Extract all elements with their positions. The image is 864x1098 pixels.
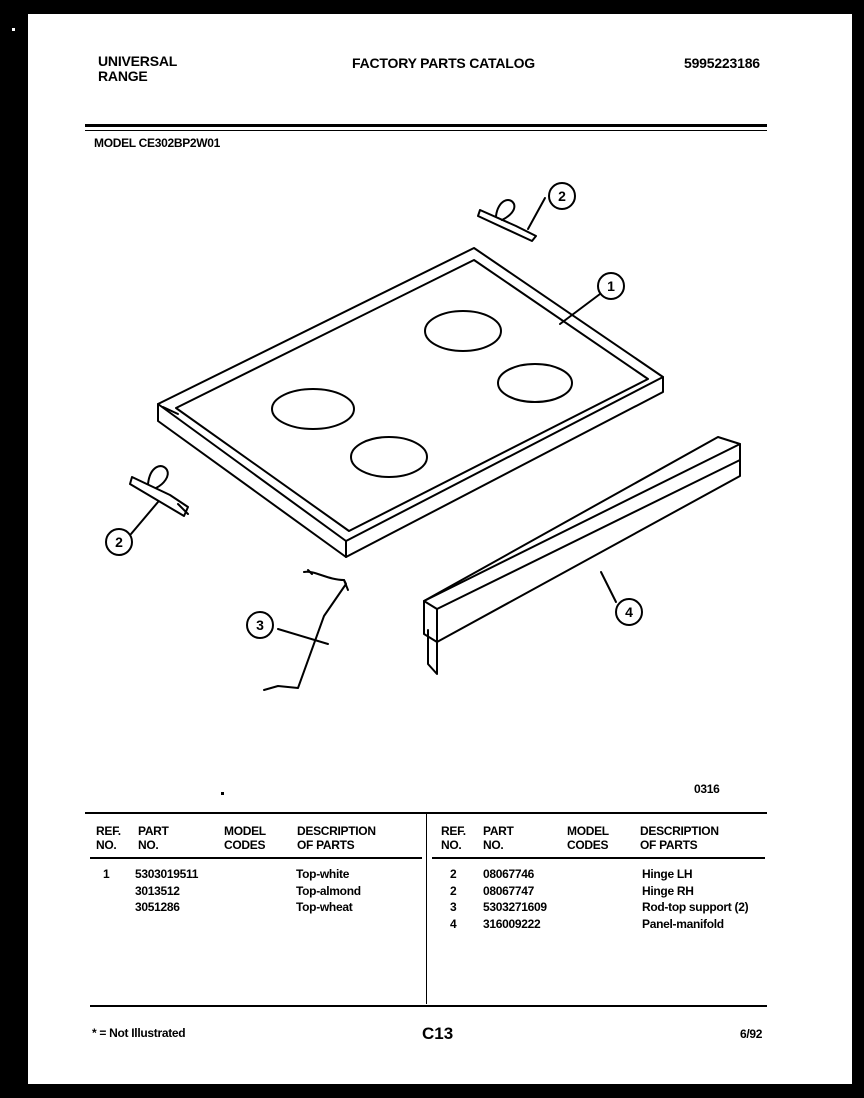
callout-4: 4 bbox=[625, 604, 633, 620]
brand-line-1: UNIVERSAL bbox=[98, 53, 178, 69]
table-cell: Hinge LH bbox=[642, 867, 693, 881]
catalog-title: FACTORY PARTS CATALOG bbox=[352, 55, 535, 71]
table-cell: 1 bbox=[103, 867, 110, 881]
table-cell: 5303271609 bbox=[483, 900, 547, 914]
table-bottom-rule bbox=[90, 1005, 767, 1007]
table-cell: Panel-manifold bbox=[642, 916, 724, 931]
table-cell: 3 bbox=[450, 900, 457, 914]
table-cell bbox=[103, 883, 123, 900]
left-ref-column bbox=[103, 866, 123, 916]
scan-speck bbox=[12, 28, 15, 31]
catalog-number: 5995223186 bbox=[684, 55, 760, 71]
callout-2-top: 2 bbox=[558, 188, 566, 204]
col-codes-left: MODEL CODES bbox=[224, 824, 266, 852]
catalog-page bbox=[28, 14, 852, 1084]
rod-support-part-3 bbox=[264, 570, 348, 690]
callout-3: 3 bbox=[256, 617, 264, 633]
right-ref-column bbox=[450, 866, 470, 932]
col-part-right: PART NO. bbox=[483, 824, 514, 852]
table-cell: Top-almond bbox=[296, 883, 361, 898]
brand-line-2: RANGE bbox=[98, 68, 148, 84]
table-cell: 2 bbox=[450, 883, 457, 898]
table-cell: 316009222 bbox=[483, 916, 541, 931]
table-cell: Top-wheat bbox=[296, 900, 353, 914]
col-codes-right: MODEL CODES bbox=[567, 824, 609, 852]
table-cell: Hinge RH bbox=[642, 883, 694, 898]
table-cell: 5303019511 bbox=[135, 867, 199, 881]
table-cell bbox=[103, 899, 123, 916]
right-desc-column bbox=[642, 866, 748, 932]
right-header-rule bbox=[432, 857, 765, 859]
exploded-diagram bbox=[28, 14, 852, 814]
table-divider bbox=[426, 812, 427, 1004]
hinge-top-part-2 bbox=[478, 200, 536, 241]
col-desc-left: DESCRIPTION OF PARTS bbox=[297, 824, 376, 852]
left-desc-column bbox=[296, 866, 361, 916]
scan-speck bbox=[80, 28, 83, 31]
table-cell: Rod-top support (2) bbox=[642, 900, 749, 914]
col-part-left: PART NO. bbox=[138, 824, 169, 852]
col-desc-right: DESCRIPTION OF PARTS bbox=[640, 824, 719, 852]
table-cell: 2 bbox=[450, 867, 457, 881]
table-cell: 08067747 bbox=[483, 883, 534, 898]
model-label: MODEL CE302BP2W01 bbox=[94, 136, 221, 150]
footnote: * = Not Illustrated bbox=[92, 1026, 186, 1040]
hinge-bottom-part-2 bbox=[130, 466, 188, 516]
col-ref-right: REF. NO. bbox=[441, 824, 466, 852]
table-cell: 08067746 bbox=[483, 867, 534, 881]
callout-1: 1 bbox=[607, 278, 615, 294]
callout-2-bottom: 2 bbox=[115, 534, 123, 550]
table-cell: 3013512 bbox=[135, 883, 180, 898]
col-ref-left: REF. NO. bbox=[96, 824, 121, 852]
scan-speck bbox=[42, 36, 44, 38]
speck bbox=[221, 792, 224, 795]
diagram-code: 0316 bbox=[694, 782, 720, 796]
left-header-rule bbox=[90, 857, 422, 859]
right-part-column bbox=[483, 866, 547, 932]
revision-date: 6/92 bbox=[740, 1027, 763, 1041]
page-number: C13 bbox=[422, 1024, 454, 1043]
table-cell: Top-white bbox=[296, 867, 350, 881]
table-cell: 3051286 bbox=[135, 900, 180, 914]
left-part-column bbox=[135, 866, 198, 916]
table-cell: 4 bbox=[450, 916, 457, 931]
